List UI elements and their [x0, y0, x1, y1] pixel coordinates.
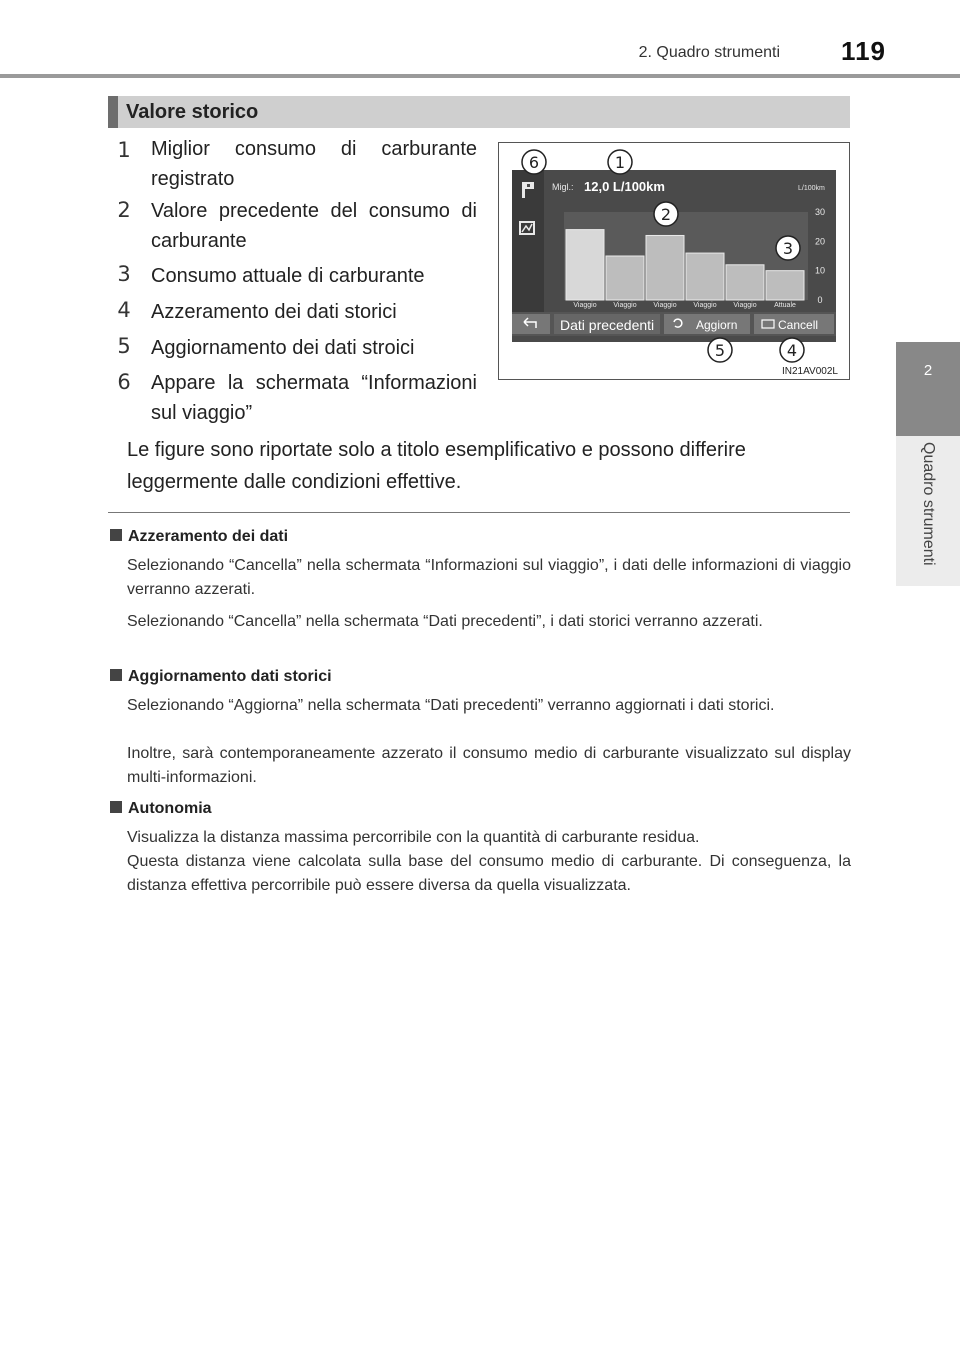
callout-marker-5: [708, 338, 732, 362]
chapter-tab: [896, 342, 960, 436]
unit-label: L/100km: [798, 185, 825, 192]
screen-side-panel: [512, 170, 544, 312]
callout-number: 4: [117, 298, 131, 322]
y-tick-label: 30: [814, 207, 826, 217]
svg-text:4: 4: [786, 341, 798, 360]
figure-code: IN21AV002L: [782, 366, 838, 377]
bar-label: Viaggio: [573, 302, 597, 309]
paragraph: Questa distanza viene calcolata sulla base del consumo medio di carburante. Di conseguenza, la distanza effettiva percorribile può essere diversa da quella visualizzata.: [127, 853, 851, 894]
square-bullet-icon: [110, 801, 122, 813]
subsection-title: Autonomia: [110, 800, 212, 818]
svg-text:1: 1: [614, 153, 626, 172]
bar-label: Attuale: [774, 302, 796, 309]
paragraph: Inoltre, sarà contemporaneamente azzerato il consumo medio di carburante visualizzato sul display multi-informazioni.: [127, 745, 851, 786]
paragraph: Selezionando “Aggiorna” nella schermata “Dati precedenti” verranno aggiornati i dati storici.: [127, 697, 775, 714]
list-item-text: Aggiornamento dei dati stroici: [151, 337, 415, 359]
section-divider: [108, 512, 850, 513]
bar-label: Viaggio: [653, 302, 677, 309]
callout-number: 5: [117, 334, 131, 358]
bar-label: Viaggio: [733, 302, 757, 309]
paragraph: Selezionando “Cancella” nella schermata “Informazioni sul viaggio”, i dati delle informazioni di viaggio verranno azzerati.: [127, 557, 851, 598]
callout-number: 6: [117, 370, 131, 394]
list-item-text: Miglior consumo di carburante registrato: [151, 138, 477, 190]
chapter-label: Quadro strumenti: [920, 442, 937, 566]
svg-text:3: 3: [782, 239, 794, 258]
svg-text:5: 5: [714, 341, 726, 360]
paragraph: Visualizza la distanza massima percorribile con la quantità di carburante residua.: [127, 829, 700, 846]
bar: [646, 235, 684, 300]
clear-button-label: Cancell: [778, 318, 819, 332]
square-bullet-icon: [110, 529, 122, 541]
bar-label: Viaggio: [693, 302, 717, 309]
y-tick-label: 20: [814, 236, 826, 247]
callout-marker-6: [522, 150, 546, 174]
subsection-title: Azzeramento dei dati: [110, 528, 288, 546]
disclaimer-note: Le figure sono riportate solo a titolo esemplificativo e possono differire leggermente dalle condizioni effettive.: [127, 439, 746, 493]
svg-text:6: 6: [528, 153, 540, 172]
bar: [726, 265, 764, 300]
bar: [606, 256, 644, 300]
back-button: [512, 314, 550, 334]
screen-illustration: [498, 142, 850, 380]
heading-accent: [108, 96, 118, 128]
callout-number: 2: [117, 198, 131, 222]
bar: [766, 271, 804, 300]
update-button-label: Aggiorn: [696, 318, 738, 332]
chapter-number: 2: [923, 362, 933, 379]
list-item-text: Consumo attuale di carburante: [151, 265, 425, 287]
svg-text:2: 2: [660, 205, 672, 224]
paragraph: Selezionando “Cancella” nella schermata “Dati precedenti”, i dati storici verranno azzerati.: [127, 613, 763, 630]
subsection-title: Aggiornamento dati storici: [110, 668, 332, 686]
bar: [566, 230, 604, 300]
callout-marker-1: [608, 150, 632, 174]
list-item-text: Azzeramento dei dati storici: [151, 301, 397, 323]
callout-marker-3: [776, 236, 800, 260]
y-tick-label: 10: [814, 265, 826, 276]
callout-number: 3: [117, 262, 131, 286]
callout-marker-2: [654, 202, 678, 226]
callout-number: 1: [117, 138, 131, 162]
y-tick-label: 0: [817, 295, 823, 305]
page-number: 119: [841, 36, 886, 66]
list-item-text: Valore precedente del consumo di carburante: [151, 200, 477, 252]
history-button-label: Dati precedenti: [560, 317, 655, 333]
running-header-section: 2. Quadro strumenti: [638, 44, 780, 61]
header-rule: [0, 74, 960, 78]
bar-label: Viaggio: [613, 302, 637, 309]
bar: [686, 253, 724, 300]
section-heading: Valore storico: [126, 101, 259, 123]
best-value: 12,0 L/100km: [584, 179, 665, 194]
callout-marker-4: [780, 338, 804, 362]
best-label: Migl.:: [552, 182, 574, 192]
list-item-text: Appare la schermata “Informazioni sul viaggio”: [151, 372, 477, 424]
square-bullet-icon: [110, 669, 122, 681]
